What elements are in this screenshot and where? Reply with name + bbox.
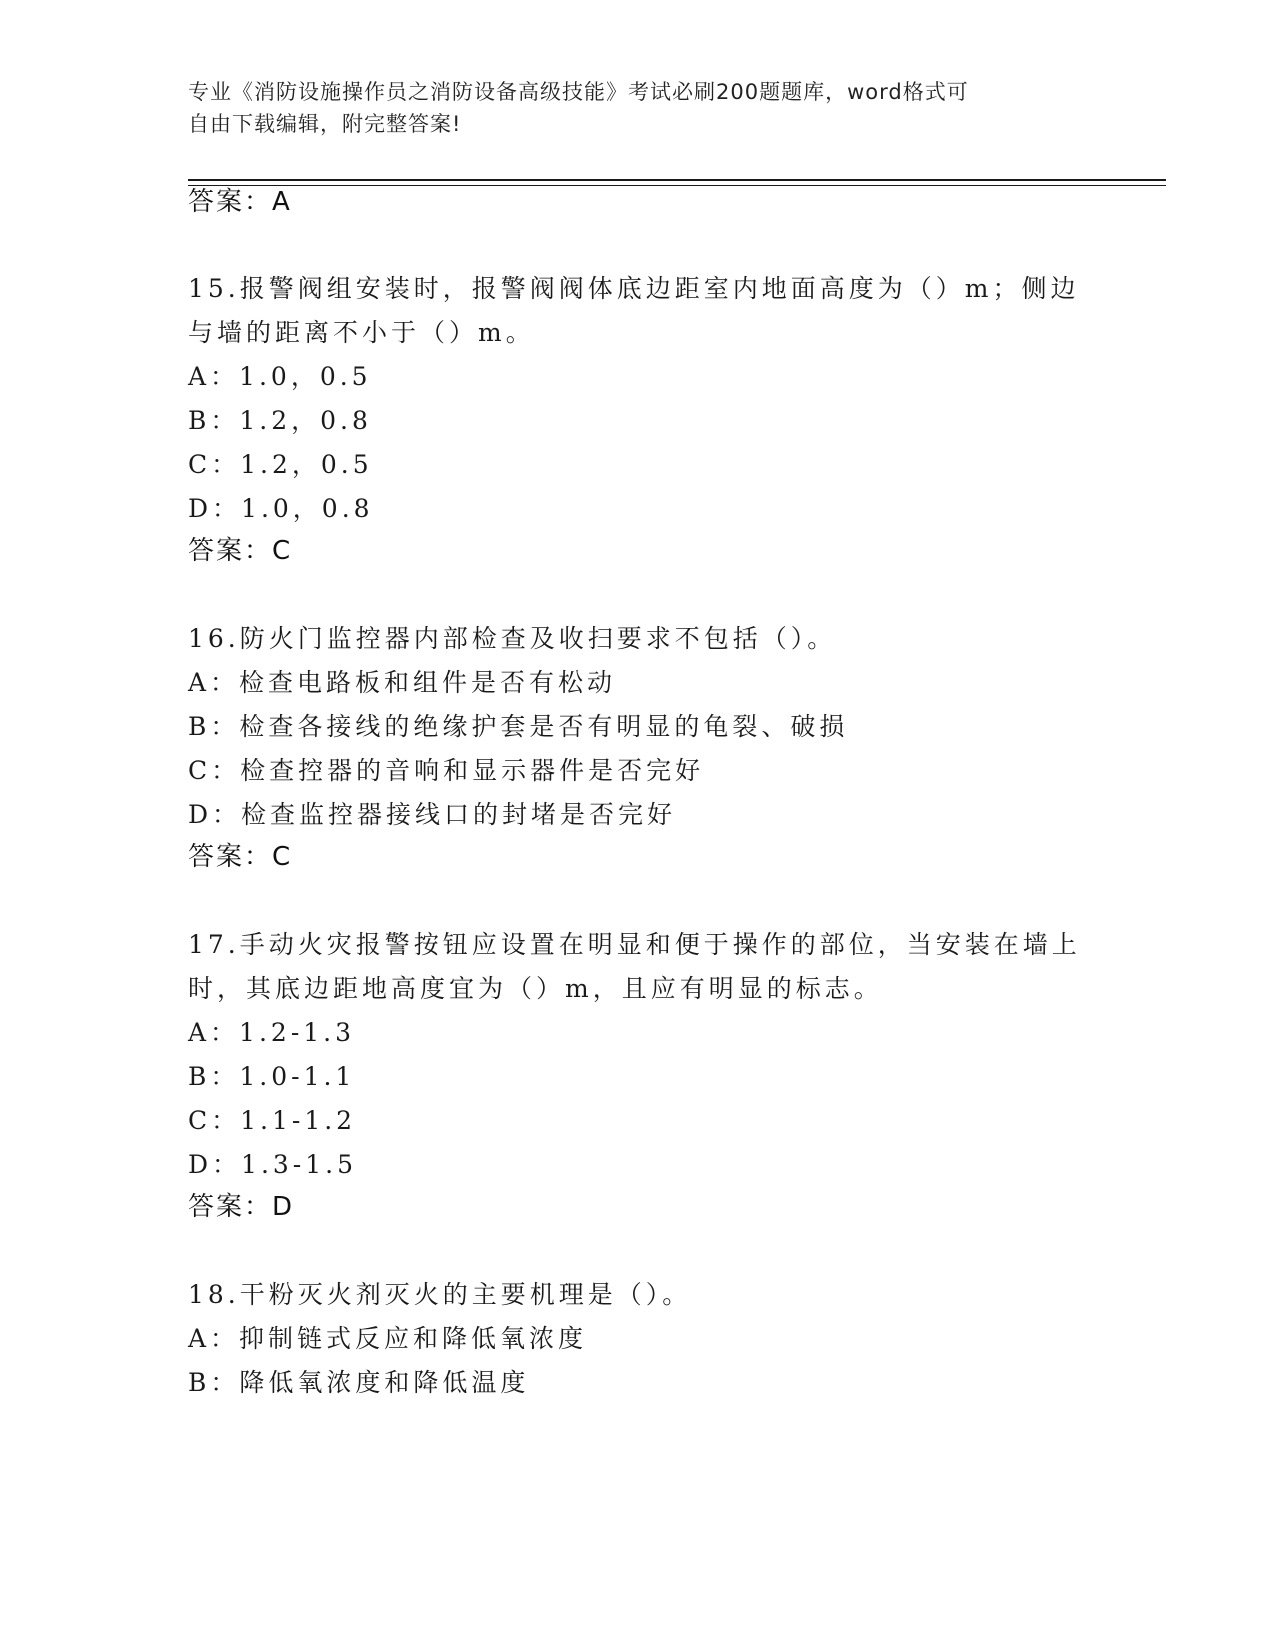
question-17-answer: 答案：D bbox=[188, 1192, 295, 1222]
question-17-option-b: B：1.0-1.1 bbox=[188, 1062, 356, 1091]
question-16-option-b: B：检查各接线的绝缘护套是否有明显的龟裂、破损 bbox=[188, 712, 849, 741]
question-16-option-d: D：检查监控器接线口的封堵是否完好 bbox=[188, 800, 677, 829]
question-16-answer: 答案：C bbox=[188, 842, 293, 872]
previous-answer: 答案：A bbox=[188, 187, 292, 217]
question-15-option-d: D：1.0，0.8 bbox=[188, 494, 374, 523]
question-15-text-line-2: 与墙的距离不小于（）m。 bbox=[188, 318, 535, 347]
question-16-text-line-1: 16.防火门监控器内部检查及收扫要求不包括（）。 bbox=[188, 624, 837, 653]
question-17-option-d: D：1.3-1.5 bbox=[188, 1150, 358, 1179]
header-divider-thick bbox=[188, 179, 1166, 181]
question-15-text-line-1: 15.报警阀组安装时，报警阀阀体底边距室内地面高度为（）m；侧边 bbox=[188, 274, 1080, 303]
question-18-option-b: B：降低氧浓度和降低温度 bbox=[188, 1368, 530, 1397]
question-17-text-line-2: 时，其底边距地高度宜为（）m，且应有明显的标志。 bbox=[188, 974, 883, 1003]
question-15-answer: 答案：C bbox=[188, 536, 293, 566]
question-15-option-b: B：1.2，0.8 bbox=[188, 406, 372, 435]
question-17-text-line-1: 17.手动火灾报警按钮应设置在明显和便于操作的部位，当安装在墙上 bbox=[188, 930, 1081, 959]
question-17-option-a: A：1.2-1.3 bbox=[188, 1018, 356, 1047]
question-17-option-c: C：1.1-1.2 bbox=[188, 1106, 357, 1135]
header-line-2: 自由下载编辑，附完整答案! bbox=[188, 112, 462, 136]
question-18-text-line-1: 18.干粉灭火剂灭火的主要机理是（）。 bbox=[188, 1280, 692, 1309]
question-16-option-a: A：检查电路板和组件是否有松动 bbox=[188, 668, 617, 697]
question-18-option-a: A：抑制链式反应和降低氧浓度 bbox=[188, 1324, 588, 1353]
question-15-option-a: A：1.0，0.5 bbox=[188, 362, 372, 391]
question-15-option-c: C：1.2，0.5 bbox=[188, 450, 373, 479]
header-divider-thin bbox=[188, 185, 1166, 186]
question-16-option-c: C：检查控器的音响和显示器件是否完好 bbox=[188, 756, 705, 785]
document-header bbox=[188, 76, 1088, 140]
header-line-1: 专业《消防设施操作员之消防设备高级技能》考试必刷200题题库，word格式可 bbox=[188, 80, 969, 104]
